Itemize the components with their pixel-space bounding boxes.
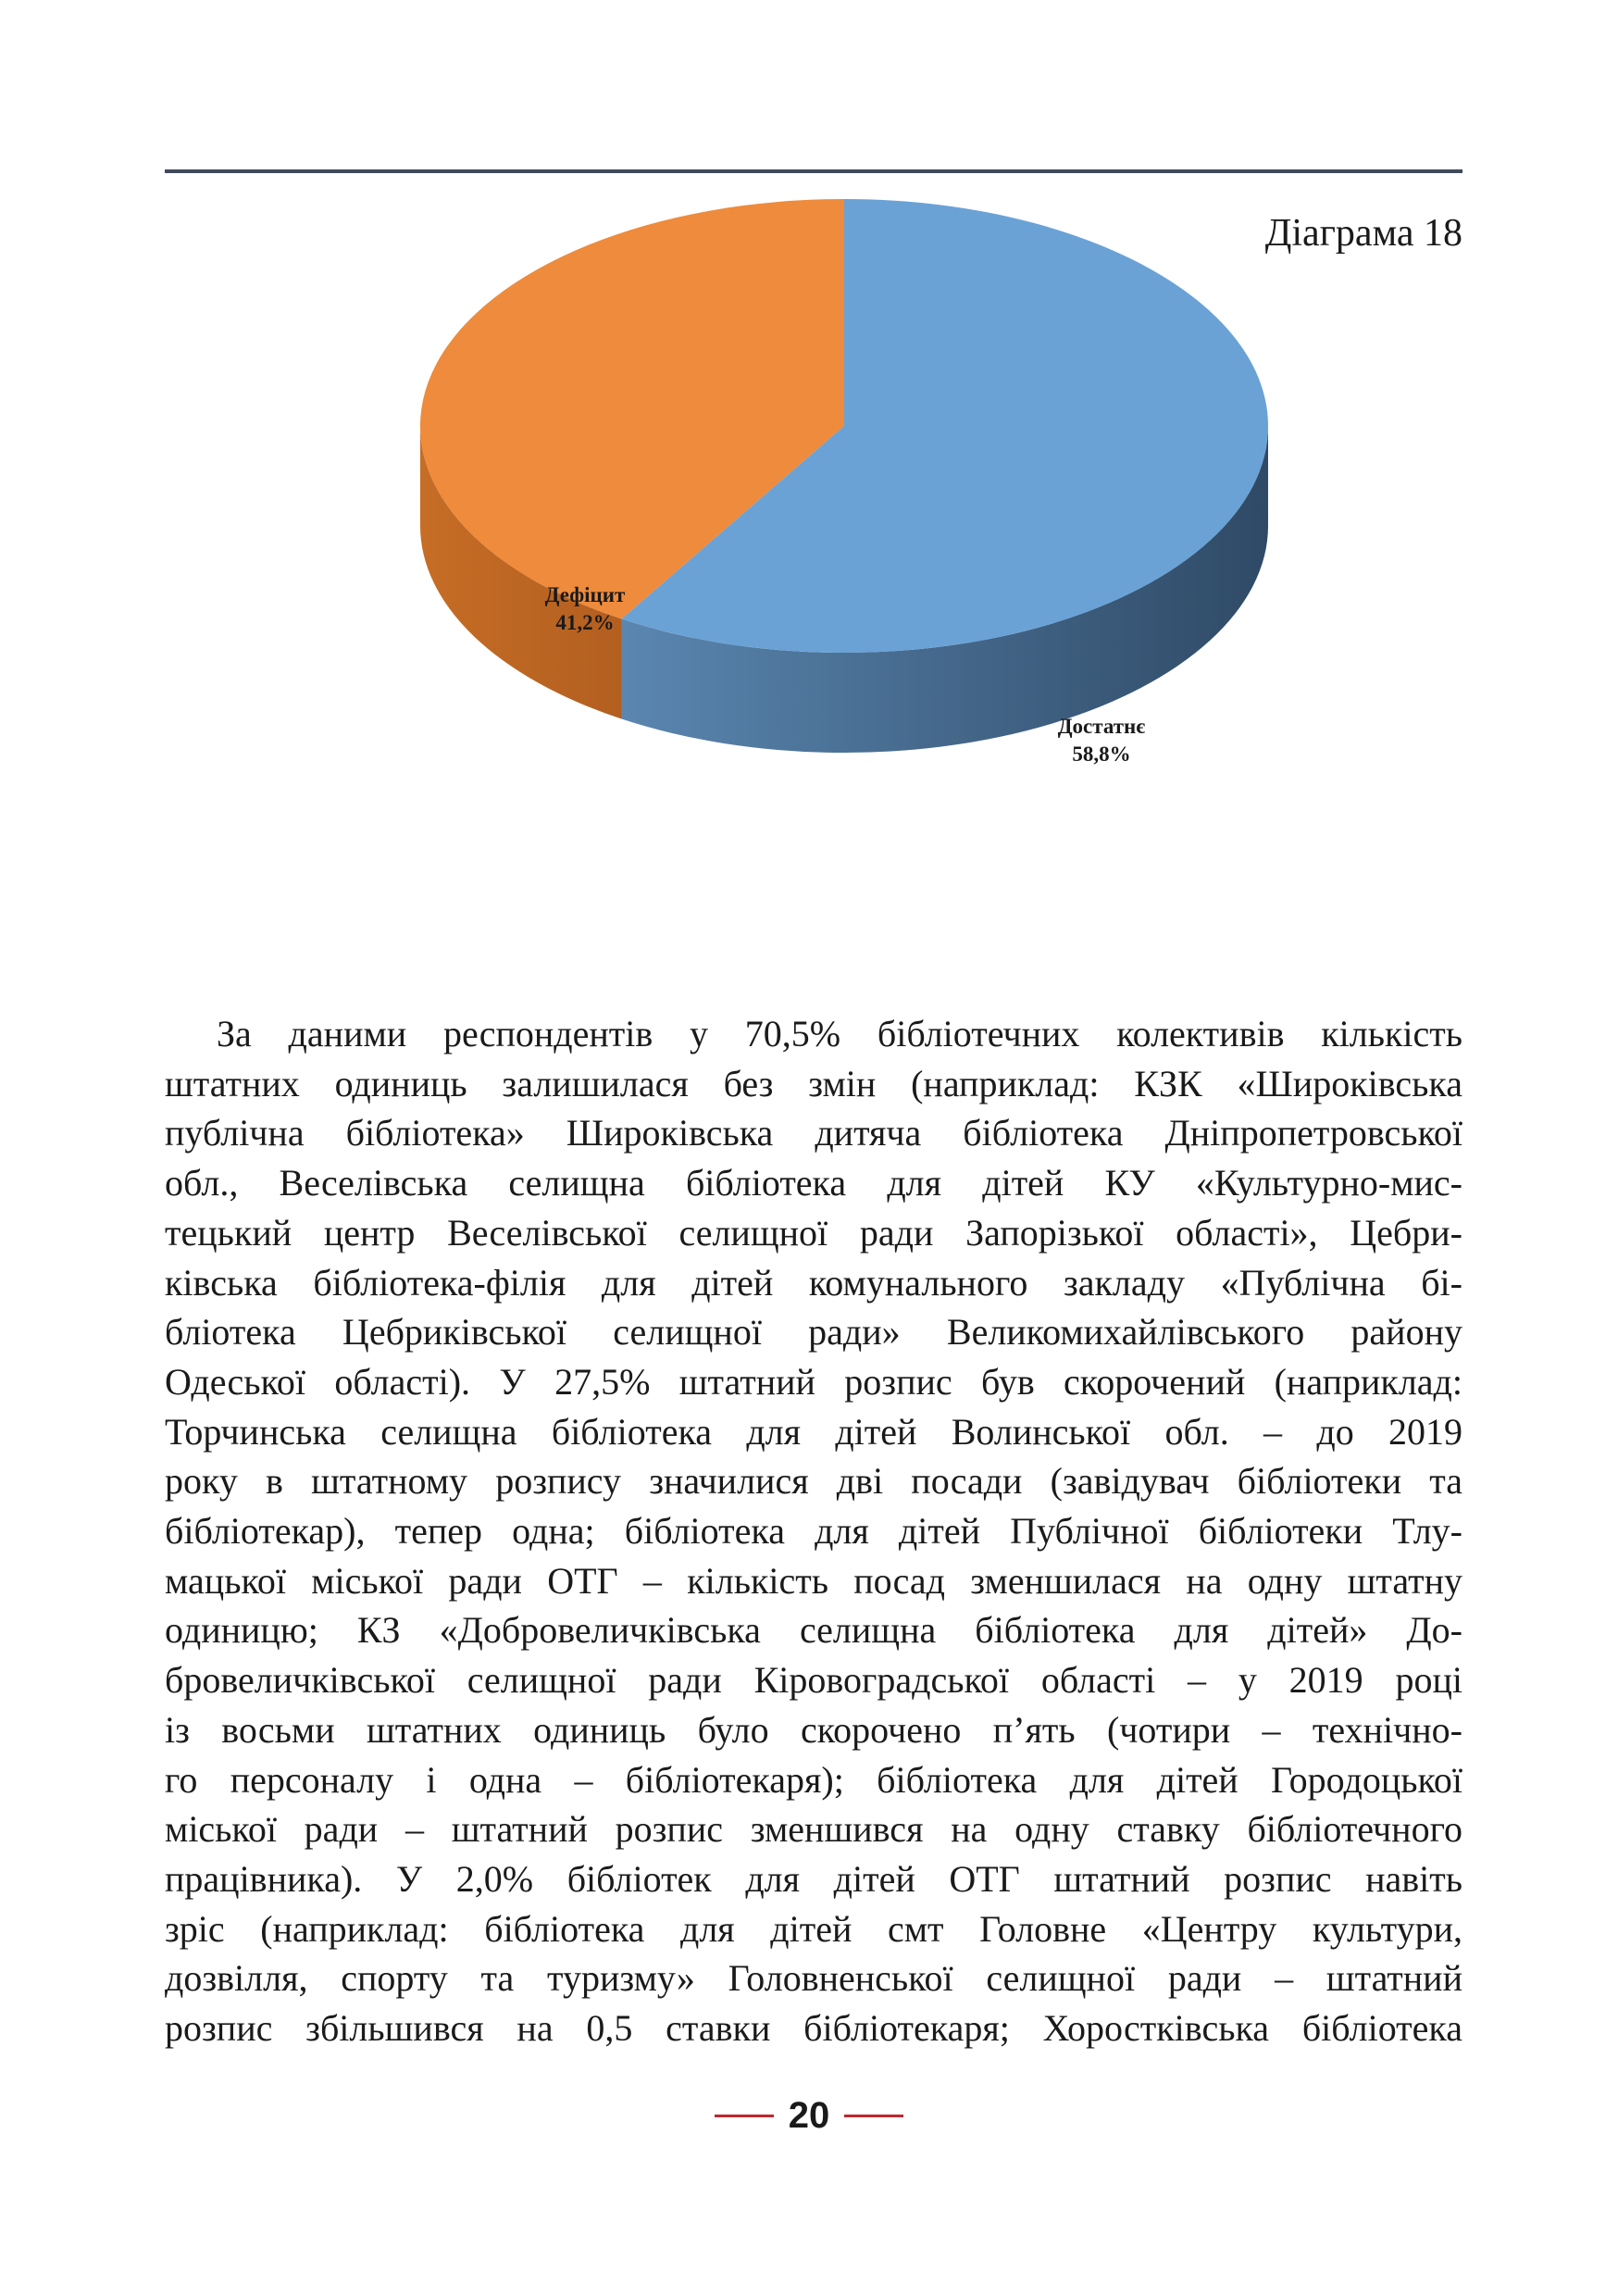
body-line: міської ради – штатний розпис зменшився на одну ставку бібліотечного [165, 1808, 1462, 1851]
body-line: із восьми штатних одиниць було скорочено п’ять (чотири – технічно- [165, 1708, 1462, 1751]
body-line: розпис збільшився на 0,5 ставки бібліотекаря; Хоростківська бібліотека [165, 2007, 1462, 2050]
slice-value-label: 41,2% [555, 611, 615, 634]
body-paragraph [165, 1009, 1462, 2053]
slice-name-label: Дефіцит [544, 583, 626, 606]
body-line: штатних одиниць залишилася без змін (наприклад: КЗК «Широківська [165, 1062, 1462, 1104]
body-line: одиницю; КЗ «Добровеличківська селищна бібліотека для дітей» До- [165, 1609, 1462, 1652]
diagram-number: Діаграма 18 [1264, 212, 1462, 255]
footer-dash-left [715, 2115, 774, 2117]
body-line: бровеличківської селищної ради Кіровоградської області – у 2019 році [165, 1659, 1462, 1702]
body-line: працівника). У 2,0% бібліотек для дітей ОТГ штатний розпис навіть [165, 1857, 1462, 1900]
body-line: зріс (наприклад: бібліотека для дітей смт Головне «Центру культури, [165, 1907, 1462, 1950]
page-footer [0, 2088, 1618, 2143]
body-line: бібліотекар), тепер одна; бібліотека для дітей Публічної бібліотеки Тлу- [165, 1510, 1462, 1553]
body-line: року в штатному розпису значилися дві посади (завідувач бібліотеки та [165, 1460, 1462, 1503]
slice-name-label: Достатнє [1057, 715, 1146, 738]
page-number: 20 [788, 2094, 830, 2136]
pie-chart [0, 0, 1618, 981]
body-line: обл., Веселівська селищна бібліотека для дітей КУ «Культурно-мис- [165, 1162, 1462, 1204]
body-line: мацької міської ради ОТГ – кількість посад зменшилася на одну штатну [165, 1559, 1462, 1602]
slice-value-label: 58,8% [1072, 742, 1131, 766]
body-line: дозвілля, спорту та туризму» Головненської селищної ради – штатний [165, 1957, 1462, 2000]
body-line: Одеської області). У 27,5% штатний розпис був скорочений (наприклад: [165, 1360, 1462, 1403]
body-line: тецький центр Веселівської селищної ради Запорізької області», Цебри- [165, 1211, 1462, 1254]
body-line: го персоналу і одна – бібліотекаря); бібліотека для дітей Городоцької [165, 1758, 1462, 1801]
body-line: ківська бібліотека-філія для дітей комунального закладу «Публічна бі- [165, 1261, 1462, 1304]
body-line: Торчинська селищна бібліотека для дітей Волинської обл. – до 2019 [165, 1410, 1462, 1453]
body-line: бліотека Цебриківської селищної ради» Великомихайлівського району [165, 1311, 1462, 1354]
body-line: публічна бібліотека» Широківська дитяча бібліотека Дніпропетровської [165, 1112, 1462, 1154]
footer-dash-right [844, 2115, 903, 2117]
body-line: За даними респондентів у 70,5% бібліотечних колективів кількість [217, 1013, 1462, 1054]
